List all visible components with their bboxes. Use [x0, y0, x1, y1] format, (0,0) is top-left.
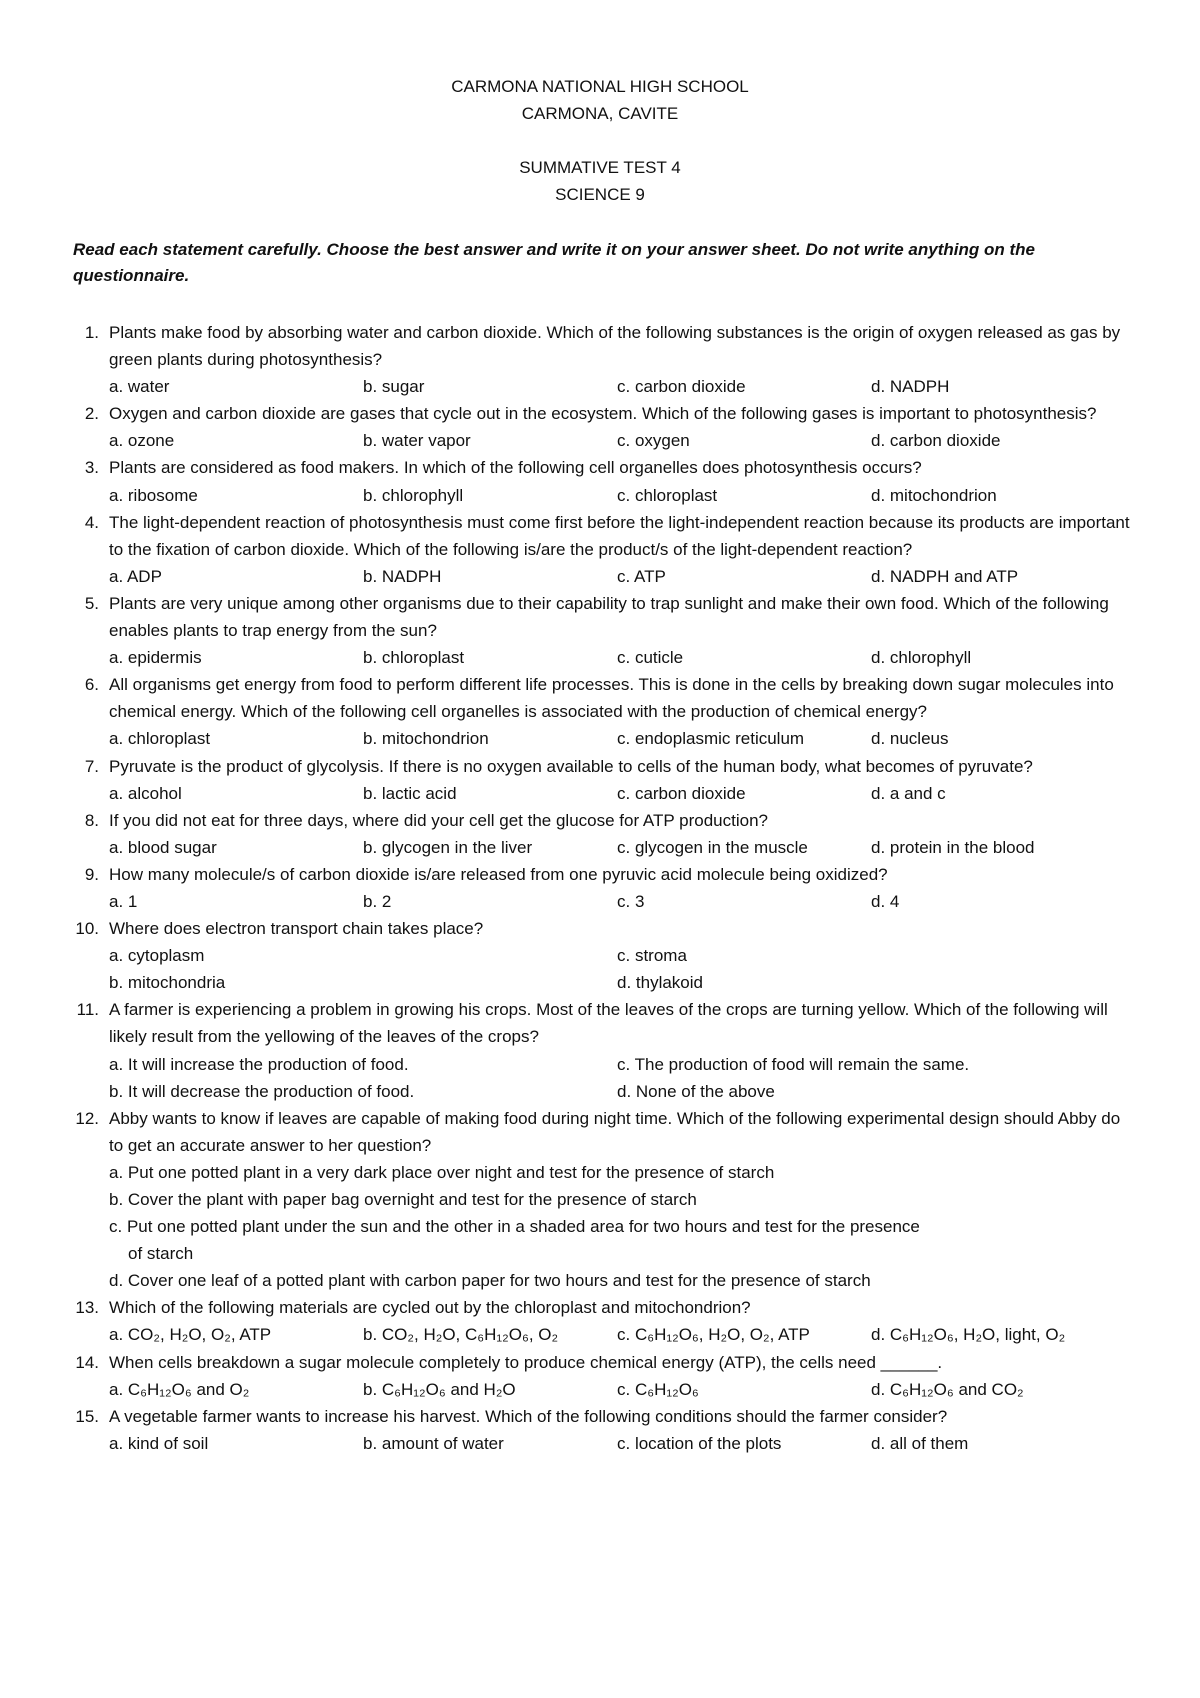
question-item [73, 400, 1138, 454]
question-item [73, 1105, 1138, 1295]
question-text: A farmer is experiencing a problem in growing his crops. Most of the leaves of the crops are turning yellow. Which of the following will likely result from the yellowing of the leaves of the crops? [109, 1000, 1108, 1047]
option: b. amount of water [363, 1433, 504, 1453]
option: a. ADP [109, 566, 162, 586]
option: d. 4 [871, 891, 900, 911]
option: c. carbon dioxide [617, 783, 746, 803]
option: d. NADPH [871, 377, 950, 397]
option: c. oxygen [617, 431, 690, 451]
option: b. It will decrease the production of food. [109, 1081, 415, 1101]
instructions: Read each statement carefully. Choose the best answer and write it on your answer sheet. Do not write anything on the questionnaire. [73, 240, 1035, 285]
option-row [109, 725, 1138, 752]
question-number: 9. [84, 864, 99, 884]
question-number: 6. [84, 675, 99, 695]
question-item [73, 1349, 1138, 1403]
question-item [73, 454, 1138, 508]
option-row [109, 834, 1138, 861]
option: a. 1 [109, 891, 138, 911]
question-item [73, 1294, 1138, 1348]
option: d. nucleus [871, 729, 949, 749]
question-item [73, 590, 1138, 671]
option: b. chlorophyll [363, 485, 464, 505]
option: d. all of them [871, 1433, 969, 1453]
option: b. C₆H₁₂O₆ and H₂O [363, 1379, 516, 1399]
option-grid [109, 942, 1138, 996]
option: a. epidermis [109, 648, 202, 668]
question-number: 7. [84, 756, 99, 776]
question-item [73, 671, 1138, 752]
question-item [73, 753, 1138, 807]
option: a. water [109, 377, 170, 397]
question-item [73, 509, 1138, 590]
option: d. mitochondrion [871, 485, 997, 505]
option: b. mitochondrion [363, 729, 489, 749]
option-row [109, 888, 1138, 915]
question-text: A vegetable farmer wants to increase his harvest. Which of the following conditions should the farmer consider? [109, 1406, 948, 1426]
question-number: 12. [75, 1108, 99, 1128]
option: d. a and c [871, 783, 946, 803]
school-location: CARMONA, CAVITE [521, 104, 679, 123]
option-row [109, 563, 1138, 590]
test-title: SUMMATIVE TEST 4 [519, 158, 681, 177]
question-text: Pyruvate is the product of glycolysis. If there is no oxygen available to cells of the human body, what becomes of pyruvate? [109, 756, 1033, 776]
option: b. 2 [363, 891, 392, 911]
question-text: When cells breakdown a sugar molecule completely to produce chemical energy (ATP), the cells need ______. [109, 1352, 943, 1372]
option: b. CO₂, H₂O, C₆H₁₂O₆, O₂ [363, 1325, 559, 1345]
option: c. C₆H₁₂O₆ [617, 1379, 699, 1399]
option: a. alcohol [109, 783, 182, 803]
option: c. chloroplast [617, 485, 718, 505]
option: b. sugar [363, 377, 425, 397]
option: a. Put one potted plant in a very dark place over night and test for the presence of starch [109, 1162, 775, 1182]
option: b. lactic acid [363, 783, 457, 803]
option: a. ozone [109, 431, 175, 451]
option: a. blood sugar [109, 837, 217, 857]
question-item [73, 1403, 1138, 1457]
question-item [73, 319, 1138, 400]
option: d. NADPH and ATP [871, 566, 1019, 586]
option: c. ATP [617, 566, 666, 586]
option: d. chlorophyll [871, 648, 972, 668]
question-item [73, 861, 1138, 915]
question-text: How many molecule/s of carbon dioxide is/are released from one pyruvic acid molecule being oxidized? [109, 864, 888, 884]
question-text: Plants make food by absorbing water and carbon dioxide. Which of the following substances is the origin of oxygen released as gas by green plants during photosynthesis? [109, 323, 1121, 370]
option: d. Cover one leaf of a potted plant with carbon paper for two hours and test for the presence of starch [109, 1271, 871, 1291]
option: c. endoplasmic reticulum [617, 729, 805, 749]
option: b. chloroplast [363, 648, 465, 668]
option: c. 3 [617, 891, 645, 911]
question-text: Plants are considered as food makers. In which of the following cell organelles does photosynthesis occurs? [109, 458, 922, 478]
option: b. Cover the plant with paper bag overnight and test for the presence of starch [109, 1190, 697, 1209]
option: a. CO₂, H₂O, O₂, ATP [109, 1325, 272, 1345]
option: b. glycogen in the liver [363, 837, 533, 857]
option: a. kind of soil [109, 1433, 209, 1453]
option: c. location of the plots [617, 1433, 782, 1453]
question-number: 4. [84, 512, 99, 532]
question-number: 5. [84, 593, 99, 613]
option: a. C₆H₁₂O₆ and O₂ [109, 1379, 250, 1399]
subject-title: SCIENCE 9 [555, 185, 645, 204]
option: a. chloroplast [109, 729, 211, 749]
option: d. carbon dioxide [871, 431, 1001, 451]
option-grid [109, 1051, 1138, 1105]
option-continuation: of starch [128, 1244, 194, 1264]
option: d. C₆H₁₂O₆ and CO₂ [871, 1379, 1024, 1399]
option: c. carbon dioxide [617, 377, 746, 397]
question-text: Which of the following materials are cycled out by the chloroplast and mitochondrion? [109, 1298, 751, 1318]
question-text: Plants are very unique among other organisms due to their capability to trap sunlight and make their own food. Which of the following enables plants to trap energy from the sun? [109, 593, 1109, 641]
option: c. glycogen in the muscle [617, 837, 808, 857]
option-row [109, 780, 1138, 807]
question-number: 8. [84, 810, 99, 830]
option: d. None of the above [617, 1081, 775, 1101]
question-number: 3. [84, 458, 99, 478]
option-row [109, 1321, 1138, 1348]
option-row [109, 373, 1138, 400]
option: c. stroma [617, 946, 687, 966]
option: d. protein in the blood [871, 837, 1035, 857]
option: b. mitochondria [109, 973, 226, 993]
question-number: 1. [84, 323, 99, 342]
option: c. C₆H₁₂O₆, H₂O, O₂, ATP [617, 1325, 810, 1345]
option: d. C₆H₁₂O₆, H₂O, light, O₂ [871, 1325, 1066, 1345]
question-item [73, 996, 1138, 1104]
option-row [109, 1430, 1138, 1457]
question-item [73, 807, 1138, 861]
option: d. thylakoid [617, 973, 703, 993]
option: c. The production of food will remain the same. [617, 1054, 970, 1074]
option: b. water vapor [363, 431, 471, 451]
school-name: CARMONA NATIONAL HIGH SCHOOL [451, 77, 749, 96]
question-list [73, 319, 1138, 1457]
question-text: The light-dependent reaction of photosynthesis must come first before the light-independent reaction because its products are important to the fixation of carbon dioxide. Which of the following is/are the product/s of the light-dependent reaction? [109, 512, 1130, 559]
question-number: 10. [75, 919, 99, 939]
option-row [109, 427, 1138, 454]
option-row [109, 482, 1138, 509]
option-row [109, 1376, 1138, 1403]
option: b. NADPH [363, 566, 442, 586]
question-number: 15. [75, 1406, 99, 1426]
question-text: Abby wants to know if leaves are capable of making food during night time. Which of the following experimental design should Abby do to get an accurate answer to her question? [109, 1108, 1121, 1155]
question-text: Oxygen and carbon dioxide are gases that cycle out in the ecosystem. Which of the following gases is important to photosynthesis? [109, 404, 1097, 424]
question-text: Where does electron transport chain takes place? [109, 919, 484, 939]
question-number: 2. [84, 404, 99, 424]
option: c. Put one potted plant under the sun and the other in a shaded area for two hours and test for the presence [109, 1217, 920, 1237]
option-row [109, 644, 1138, 671]
question-item [73, 915, 1138, 996]
option: c. cuticle [617, 648, 684, 668]
question-number: 11. [76, 1000, 99, 1020]
question-text: All organisms get energy from food to perform different life processes. This is done in the cells by breaking down sugar molecules into chemical energy. Which of the following cell organelles is associated with the production of chemical energy? [109, 675, 1114, 722]
question-number: 14. [75, 1352, 99, 1372]
question-text: If you did not eat for three days, where did your cell get the glucose for ATP production? [109, 810, 768, 830]
option: a. cytoplasm [109, 946, 205, 966]
option: a. ribosome [109, 485, 198, 505]
question-number: 13. [75, 1298, 99, 1318]
option: a. It will increase the production of food. [109, 1054, 409, 1074]
